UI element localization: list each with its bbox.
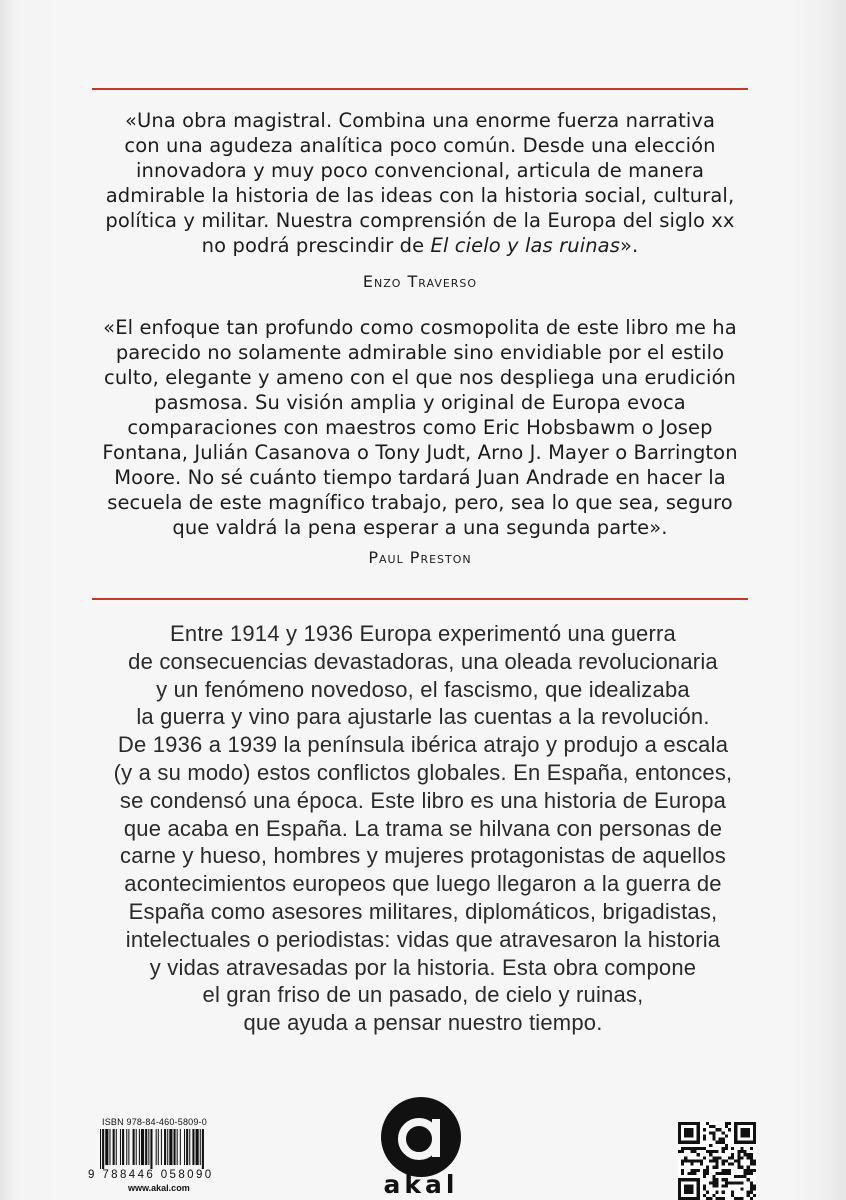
description-line: intelectuales o periodistas: vidas que atravesaron la historia [125, 926, 721, 952]
quote-line: culto, elegante y ameno con el que nos despliega una erudición [104, 366, 736, 389]
quote-line: política y militar. Nuestra comprensión de la Europa del siglo xx [105, 209, 735, 232]
isbn-barcode-block [88, 1117, 258, 1181]
description-line: el gran friso de un pasado, de cielo y ruinas, [202, 982, 644, 1008]
description-line: que acaba en España. La trama se hilvana con personas de [123, 815, 723, 841]
quote-line: «Una obra magistral. Combina una enorme fuerza narrativa [124, 109, 716, 132]
book-description [70, 620, 776, 1037]
description-line: (y a su modo) estos conflictos globales. En España, entonces, [113, 759, 733, 785]
quote-line: innovadora y muy poco convencional, articula de manera [135, 159, 705, 182]
description-line: se condensó una época. Este libro es una historia de Europa [119, 787, 727, 813]
quote-line: con una agudeza analítica poco común. Desde una elección [124, 134, 716, 157]
isbn-label: ISBN 978-84-460-5809-0 [102, 1117, 207, 1127]
quote-line: admirable la historia de las ideas con la historia social, cultural, [105, 184, 735, 207]
description-line: que ayuda a pensar nuestro tiempo. [243, 1010, 603, 1036]
quote-author-traverso: Enzo Traverso [362, 272, 478, 291]
description-line: y un fenómeno novedoso, el fascismo, que idealizaba [156, 676, 690, 702]
akal-logo-text: akal [383, 1170, 459, 1199]
quote-line: pasmosa. Su visión amplia y original de Europa evoca [154, 391, 686, 414]
description-line: España como asesores militares, diplomáticos, brigadistas, [128, 898, 718, 924]
quote-line: Moore. No sé cuánto tiempo tardará Juan Andrade en hacer la [114, 466, 726, 489]
quote-closing: ». [619, 234, 639, 257]
description-line: de consecuencias devastadoras, una oleada revolucionaria [128, 648, 718, 674]
quote-line: Fontana, Julián Casanova o Tony Judt, Arno J. Mayer o Barrington [102, 441, 738, 464]
description-line: y vidas atravesadas por la historia. Esta obra compone [149, 954, 697, 980]
description-line: Entre 1914 y 1936 Europa experimentó una guerra [170, 621, 676, 646]
top-red-rule [92, 88, 748, 90]
quote-line-final [92, 233, 748, 258]
book-title-italic: El cielo y las ruinas [430, 234, 620, 257]
barcode-digits: 9 788446 058090 [88, 1169, 214, 1181]
barcode-icon [88, 1129, 248, 1169]
quote-traverso [92, 108, 748, 258]
quote-line: parecido no solamente admirable sino envidiable por el estilo [115, 341, 725, 364]
description-line: carne y hueso, hombres y mujeres protagonistas de aquellos [120, 843, 726, 869]
quote-text: no podrá prescindir de [201, 234, 431, 257]
publisher-website: www.akal.com [128, 1183, 190, 1193]
qr-code-icon [678, 1122, 756, 1200]
description-line: De 1936 a 1939 la península ibérica atrajo y produjo a escala [117, 732, 729, 758]
description-line: la guerra y vino para ajustarle las cuentas a la revolución. [136, 704, 710, 730]
quote-line: que valdrá la pena esperar a una segunda parte». [172, 516, 668, 539]
description-line: acontecimientos europeos que luego llegaron a la guerra de [124, 871, 722, 897]
quote-line: comparaciones con maestros como Eric Hobsbawm o Josep [127, 416, 713, 439]
quote-author-preston: Paul Preston [368, 548, 472, 567]
quote-line: «El enfoque tan profundo como cosmopolita de este libro me ha [103, 316, 737, 339]
quote-line: secuela de este magnífico trabajo, pero, sea lo que sea, seguro [107, 491, 733, 514]
middle-red-rule [92, 598, 748, 600]
quote-preston [92, 315, 748, 540]
